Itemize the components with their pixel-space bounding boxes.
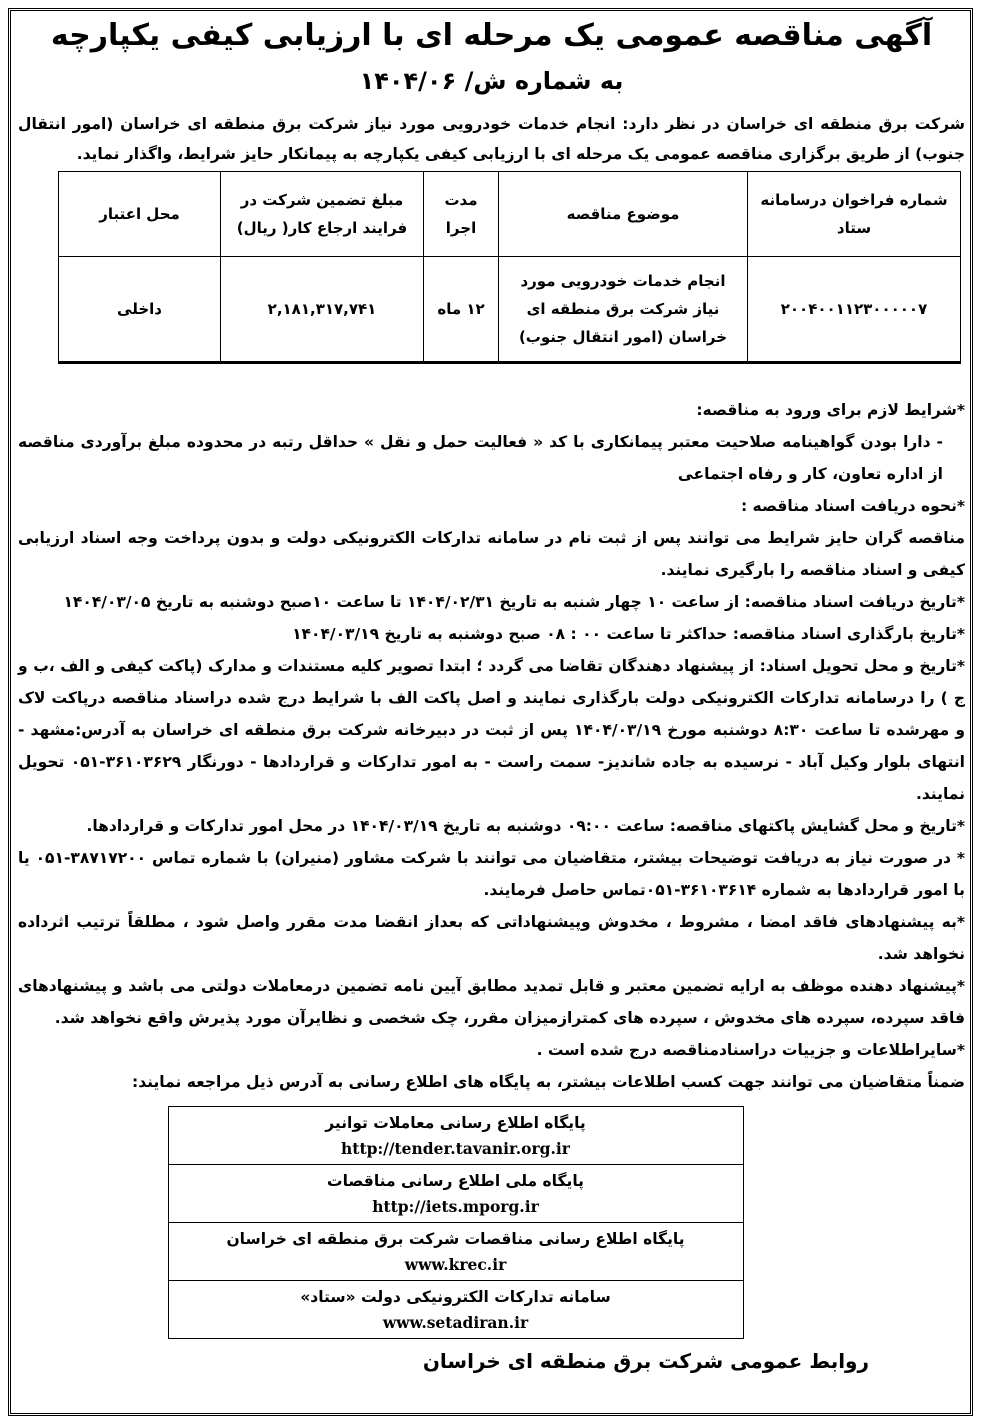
table-row [168, 1165, 743, 1223]
notice-number: به شماره ش/ ۱۴۰۴/۰۶ [359, 67, 624, 95]
refer-text: ضمناً متقاضیان می توانند جهت کسب اطلاعات بیشتر، به پایگاه های اطلاع رسانی به آدرس ذیل مراجعه نمایند: [132, 1073, 965, 1091]
receive-date: *تاریخ دریافت اسناد مناقصه: از ساعت ۱۰ چهار شنبه به تاریخ ۱۴۰۴/۰۲/۳۱ تا ساعت ۱۰صبح دوشنبه به تاریخ ۱۴۰۴/۰۳/۰۵ [63, 593, 965, 611]
table-row [168, 1107, 743, 1165]
invalid-bids-text: *به پیشنهادهای فاقد امضا ، مشروط ، مخدوش وپیشنهاداتی که بعداز انقضا مدت مقرر واصل شود ، مطلقاً ترتیب اثرداده نخواهد شد. [18, 913, 965, 963]
contact-text: * در صورت نیاز به دریافت توضیحات بیشتر، متقاضیان می توانند با شرکت مشاور (منیران) با شماره تماس ۳۸۷۱۷۲۰۰-۰۵۱ یا با امور قراردادها به شماره ۳۶۱۰۳۶۱۴-۰۵۱تماس حاصل فرمایند. [18, 849, 965, 899]
delivery-text: *تاریخ و محل تحویل اسناد: از پیشنهاد دهندگان تقاضا می گردد ؛ ابتدا تصویر کلیه مستندات و مدارک (پاکت کیفی و الف ،ب و ج ) را درسامانه تدارکات الکترونیکی دولت بارگذاری نمایند و اصل پاکت الف با شرایط درج شده دراسناد مناقصه درپاکت لاک و مهرشده تا ساعت ۸:۳۰ دوشنبه مورخ ۱۴۰۴/۰۳/۱۹ پس از ثبت در دبیرخانه شرکت برق منطقه ای خراسان به آدرس:مشهد - انتهای بلوار وکیل آباد - نرسیده به جاده شاندیز- سمت راست - به امور تدارکات و قراردادها - دورنگار ۳۶۱۰۳۶۲۹-۰۵۱ تحویل نمایند. [18, 657, 965, 803]
header-duration: مدت اجرا [424, 172, 499, 257]
websites-table [168, 1106, 744, 1339]
table-row [168, 1281, 743, 1339]
cell-call-number: ۲۰۰۴۰۰۱۱۲۳۰۰۰۰۰۷ [748, 257, 961, 362]
cell-subject: انجام خدمات خودرویی مورد نیاز شرکت برق منطقه ای خراسان (امور انتقال جنوب) [499, 257, 748, 362]
tender-table [58, 171, 961, 362]
site-url: http://iets.mporg.ir [372, 1197, 539, 1216]
notice-content [14, 14, 969, 1373]
header-guarantee: مبلغ تضمین شرکت در فرایند ارجاع کار( ریال) [221, 172, 424, 257]
site-name: سامانه تدارکات الکترونیکی دولت «ستاد» [300, 1288, 611, 1306]
site-name: پایگاه ملی اطلاع رسانی مناقصات [327, 1172, 584, 1190]
site-url: www.setadiran.ir [382, 1313, 529, 1332]
docs-heading: *نحوه دریافت اسناد مناقصه : [740, 497, 965, 515]
cell-credit: داخلی [59, 257, 221, 362]
guarantee-note: *پیشنهاد دهنده موظف به ارایه تضمین معتبر و قابل تمدید مطابق آیین نامه تضمین درمعاملات دولتی می باشد و پیشنهادهای فاقد سپرده، سپرده های مخدوش ، سپرده های کمترازمیزان مقرر، چک شخصی و نظایرآن مورد پذیرش واقع نخواهد شد. [18, 977, 965, 1027]
site-name: پایگاه اطلاع رسانی معاملات توانیر [325, 1114, 586, 1132]
opening-text: *تاریخ و محل گشایش پاکتهای مناقصه: ساعت ۰۹:۰۰ دوشنبه به تاریخ ۱۴۰۴/۰۳/۱۹ در محل امور تدارکات و قراردادها. [86, 817, 965, 835]
notice-title: آگهی مناقصه عمومی یک مرحله ای با ارزیابی کیفی یکپارچه [50, 18, 933, 53]
header-credit: محل اعتبار [59, 172, 221, 257]
cell-guarantee: ۲,۱۸۱,۳۱۷,۷۴۱ [221, 257, 424, 362]
signature: روابط عمومی شرکت برق منطقه ای خراسان [422, 1349, 869, 1373]
upload-date: *تاریخ بارگذاری اسناد مناقصه: حداکثر تا ساعت ۰۰ : ۰۸ صبح دوشنبه به تاریخ ۱۴۰۴/۰۳/۱۹ [292, 625, 965, 643]
header-call-number: شماره فراخوان درسامانه ستاد [748, 172, 961, 257]
header-subject: موضوع مناقصه [499, 172, 748, 257]
table-bottom-rule [58, 362, 961, 364]
requirements-text: - دارا بودن گواهینامه صلاحیت معتبر پیمانکاری با کد « فعالیت حمل و نقل » حداقل رتبه در محدوده مبلغ برآوردی مناقصه از اداره تعاون، کار و رفاه اجتماعی [18, 433, 943, 483]
table-row [168, 1223, 743, 1281]
site-url: www.krec.ir [404, 1255, 507, 1274]
requirements-heading: *شرایط لازم برای ورود به مناقصه: [696, 401, 965, 419]
site-url: http://tender.tavanir.org.ir [341, 1139, 570, 1158]
site-name: پایگاه اطلاع رسانی مناقصات شرکت برق منطقه ای خراسان [226, 1230, 685, 1248]
docs-text: مناقصه گران حایز شرایط می توانند پس از ثبت نام در سامانه تدارکات الکترونیکی دولت و بدون پرداخت وجه اسناد ارزیابی کیفی و اسناد مناقصه را بارگیری نمایند. [18, 529, 965, 579]
other-info: *سایراطلاعات و جزییات دراسنادمناقصه درج شده است . [536, 1041, 965, 1059]
table-header-row [59, 172, 961, 257]
intro-paragraph: شرکت برق منطقه ای خراسان در نظر دارد: انجام خدمات خودرویی مورد نیاز شرکت برق منطقه ای خراسان (امور انتقال جنوب) از طریق برگزاری مناقصه عمومی یک مرحله ای با ارزیابی کیفی یکپارچه به پیمانکار حایز شرایط، واگذار نماید. [18, 115, 965, 163]
notice-body [18, 394, 965, 1098]
table-row [59, 257, 961, 362]
cell-duration: ۱۲ ماه [424, 257, 499, 362]
